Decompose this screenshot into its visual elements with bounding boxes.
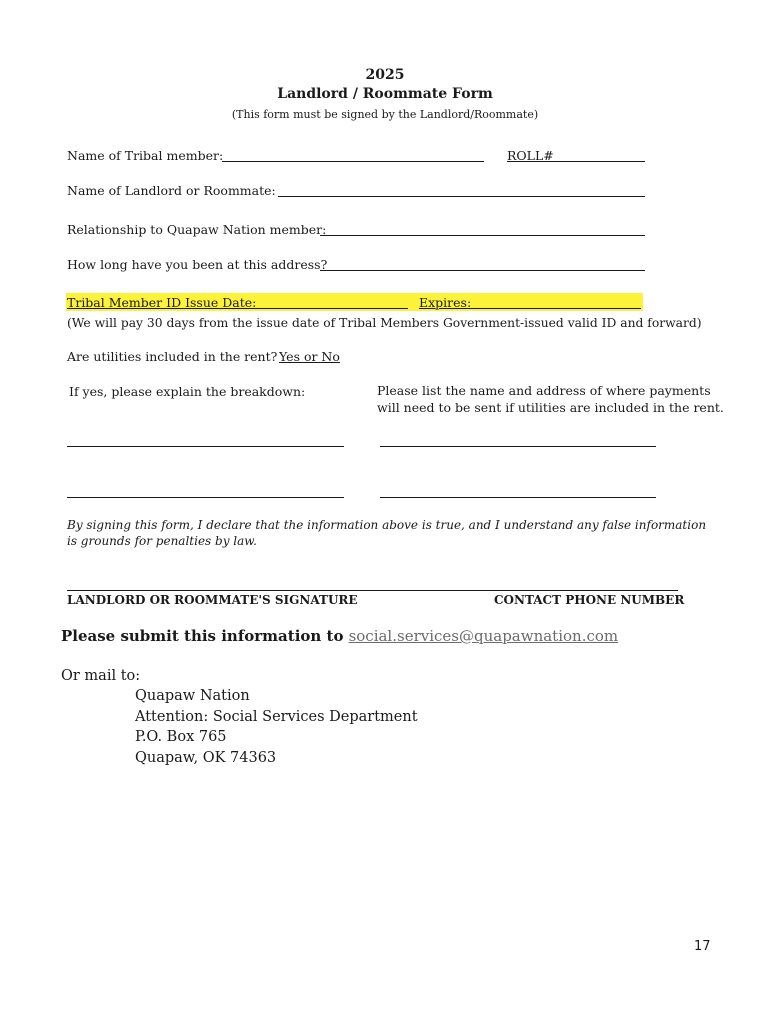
breakdown-label: If yes, please explain the breakdown: xyxy=(69,384,306,399)
submit-text: Please submit this information to xyxy=(61,627,344,645)
utilities-options[interactable]: Yes or No xyxy=(279,349,340,364)
pay-note: (We will pay 30 days from the issue date of Tribal Members Government-issued valid ID and forward) xyxy=(67,316,702,330)
form-title: Landlord / Roommate Form xyxy=(277,86,493,102)
relationship-field[interactable] xyxy=(320,235,645,236)
page-number: 17 xyxy=(694,939,711,954)
mail-intro: Or mail to: xyxy=(61,668,141,684)
signature-field[interactable] xyxy=(67,590,678,591)
mail-line4: Quapaw, OK 74363 xyxy=(135,750,277,766)
roll-label: ROLL# xyxy=(507,148,554,163)
declaration-line1: By signing this form, I declare that the information above is true, and I understand any false information xyxy=(67,518,707,532)
expires-label: Expires: xyxy=(419,295,472,310)
payments-line2: will need to be sent if utilities are included in the rent. xyxy=(377,400,724,415)
id-issue-label: Tribal Member ID Issue Date: xyxy=(67,295,257,310)
how-long-field[interactable] xyxy=(320,270,645,271)
landlord-field[interactable] xyxy=(278,196,645,197)
mail-line2: Attention: Social Services Department xyxy=(135,709,418,725)
submit-line xyxy=(61,626,618,645)
breakdown-field-1[interactable] xyxy=(67,446,344,447)
declaration-line2: is grounds for penalties by law. xyxy=(67,534,257,548)
breakdown-field-2[interactable] xyxy=(67,497,344,498)
form-year: 2025 xyxy=(365,67,405,83)
payments-field-2[interactable] xyxy=(380,497,656,498)
roll-field[interactable] xyxy=(552,161,645,162)
utilities-question: Are utilities included in the rent? xyxy=(67,349,278,364)
how-long-label: How long have you been at this address? xyxy=(67,257,328,272)
signature-label: LANDLORD OR ROOMMATE'S SIGNATURE xyxy=(67,593,358,607)
tribal-member-label: Name of Tribal member: xyxy=(67,148,224,163)
email-link[interactable]: social.services@quapawnation.com xyxy=(348,627,619,645)
relationship-label: Relationship to Quapaw Nation member: xyxy=(67,222,327,237)
id-issue-field[interactable] xyxy=(250,308,408,309)
phone-label: CONTACT PHONE NUMBER xyxy=(494,593,685,607)
payments-field-1[interactable] xyxy=(380,446,656,447)
tribal-member-field[interactable] xyxy=(222,161,484,162)
payments-line1: Please list the name and address of where payments xyxy=(377,383,711,398)
landlord-label: Name of Landlord or Roommate: xyxy=(67,183,276,198)
mail-line1: Quapaw Nation xyxy=(135,688,250,704)
expires-field[interactable] xyxy=(468,308,641,309)
form-subtitle: (This form must be signed by the Landlord/Roommate) xyxy=(231,108,539,121)
mail-line3: P.O. Box 765 xyxy=(135,729,227,745)
